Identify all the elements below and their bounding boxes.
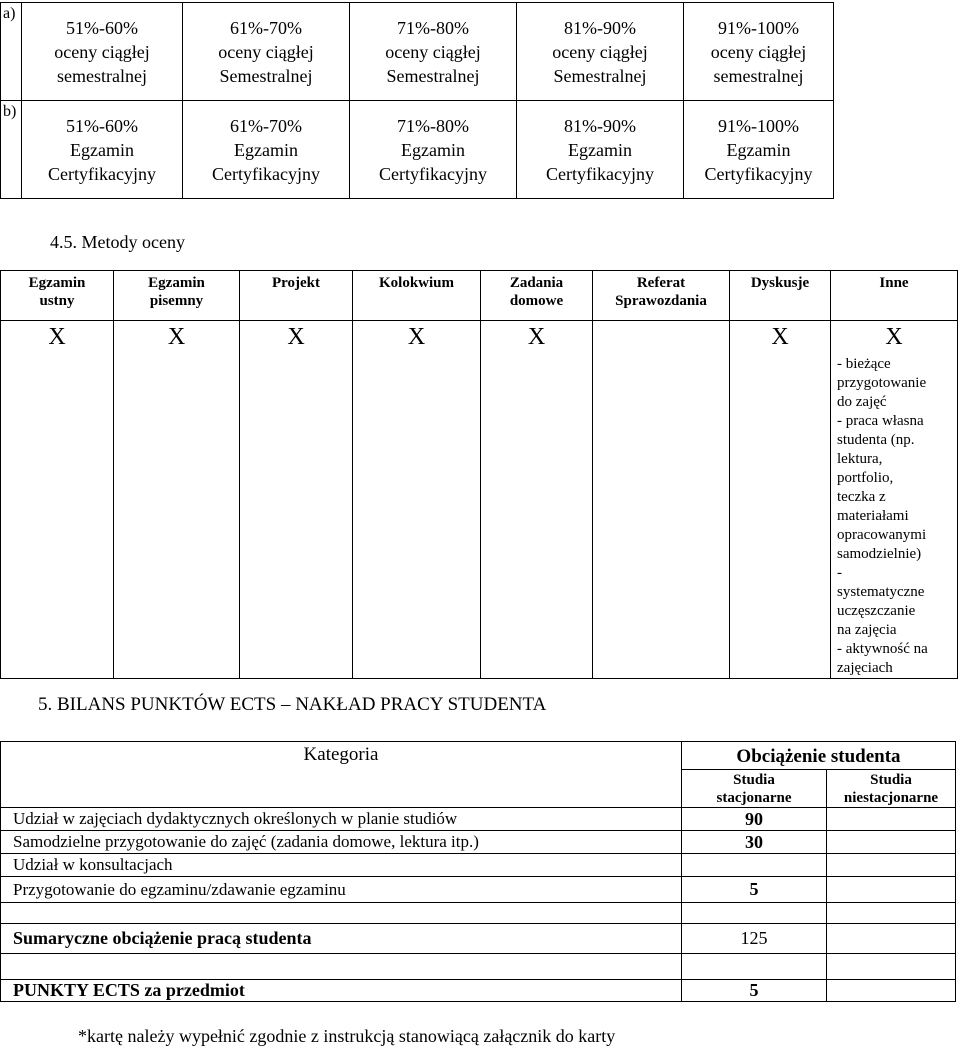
workload-value-part-time xyxy=(827,924,956,954)
mark-discussion: X xyxy=(730,321,831,679)
mark-written-exam: X xyxy=(114,321,240,679)
subheader-full-time: Studia stacjonarne xyxy=(682,770,827,808)
ects-workload-table xyxy=(0,741,956,1002)
grade-cell: 71%-80% oceny ciągłej Semestralnej xyxy=(350,3,517,101)
header-project: Projekt xyxy=(240,271,353,321)
header-colloquium: Kolokwium xyxy=(353,271,481,321)
workload-label xyxy=(1,954,682,980)
workload-value-full-time: 5 xyxy=(682,877,827,903)
grade-cell: 71%-80% Egzamin Certyfikacyjny xyxy=(350,101,517,199)
workload-label: Udział w konsultacjach xyxy=(1,854,682,877)
workload-value-full-time xyxy=(682,903,827,924)
header-oral-exam: Egzamin ustny xyxy=(1,271,114,321)
workload-value-part-time xyxy=(827,877,956,903)
workload-total-value: 125 xyxy=(682,924,827,954)
category-header: Kategoria xyxy=(1,742,682,808)
workload-value-part-time xyxy=(827,903,956,924)
workload-value-part-time xyxy=(827,954,956,980)
mark-report xyxy=(593,321,730,679)
grade-cell: 51%-60% oceny ciągłej semestralnej xyxy=(22,3,183,101)
other-methods-note: - bieżące przygotowanie do zajęć - praca własna studenta (np. lektura, portfolio, teczka z materiałami opracowanymi samodzielnie) - systematyczne uczęszczanie na zajęcia - aktywność na zajęciach xyxy=(837,356,928,676)
ects-points-label: PUNKTY ECTS za przedmiot xyxy=(1,980,682,1002)
load-header: Obciążenie studenta xyxy=(682,742,956,770)
workload-label xyxy=(1,903,682,924)
workload-total-label: Sumaryczne obciążenie pracą studenta xyxy=(1,924,682,954)
section-heading-ects: 5. BILANS PUNKTÓW ECTS – NAKŁAD PRACY STUDENTA xyxy=(38,694,547,715)
workload-value-full-time xyxy=(682,854,827,877)
row-label: b) xyxy=(1,101,22,199)
section-heading-methods: 4.5. Metody oceny xyxy=(50,232,185,252)
workload-row-empty xyxy=(1,954,956,980)
ects-points-value: 5 xyxy=(682,980,827,1002)
grade-cell: 61%-70% Egzamin Certyfikacyjny xyxy=(183,101,350,199)
workload-value-part-time xyxy=(827,831,956,854)
grade-cell: 81%-90% Egzamin Certyfikacyjny xyxy=(517,101,684,199)
assessment-methods-table xyxy=(0,270,958,679)
grade-row-b xyxy=(1,101,834,199)
workload-row-ects xyxy=(1,980,956,1002)
workload-row xyxy=(1,808,956,831)
cell-other xyxy=(831,321,958,679)
workload-label: Samodzielne przygotowanie do zajęć (zadania domowe, lektura itp.) xyxy=(1,831,682,854)
methods-header-row xyxy=(1,271,958,321)
header-discussion: Dyskusje xyxy=(730,271,831,321)
grade-row-a xyxy=(1,3,834,101)
workload-row xyxy=(1,877,956,903)
methods-marks-row xyxy=(1,321,958,679)
workload-value-full-time: 30 xyxy=(682,831,827,854)
mark-homework: X xyxy=(481,321,593,679)
workload-value-full-time: 90 xyxy=(682,808,827,831)
mark-other: X xyxy=(885,324,903,350)
workload-label: Przygotowanie do egzaminu/zdawanie egzaminu xyxy=(1,877,682,903)
workload-row-total xyxy=(1,924,956,954)
footnote: *kartę należy wypełnić zgodnie z instrukcją stanowiącą załącznik do karty xyxy=(78,1026,616,1046)
mark-oral-exam: X xyxy=(1,321,114,679)
subheader-part-time: Studia niestacjonarne xyxy=(827,770,956,808)
header-homework: Zadania domowe xyxy=(481,271,593,321)
workload-value-part-time xyxy=(827,980,956,1002)
header-other: Inne xyxy=(831,271,958,321)
row-label: a) xyxy=(1,3,22,101)
workload-row xyxy=(1,854,956,877)
grade-cell: 81%-90% oceny ciągłej Semestralnej xyxy=(517,3,684,101)
grade-cell: 61%-70% oceny ciągłej Semestralnej xyxy=(183,3,350,101)
workload-header-row xyxy=(1,742,956,770)
workload-label: Udział w zajęciach dydaktycznych określonych w planie studiów xyxy=(1,808,682,831)
workload-value-full-time xyxy=(682,954,827,980)
grade-cell: 91%-100% oceny ciągłej semestralnej xyxy=(684,3,834,101)
grade-cell: 51%-60% Egzamin Certyfikacyjny xyxy=(22,101,183,199)
mark-colloquium: X xyxy=(353,321,481,679)
workload-value-part-time xyxy=(827,854,956,877)
workload-row-empty xyxy=(1,903,956,924)
workload-value-part-time xyxy=(827,808,956,831)
grade-cell: 91%-100% Egzamin Certyfikacyjny xyxy=(684,101,834,199)
workload-row xyxy=(1,831,956,854)
header-written-exam: Egzamin pisemny xyxy=(114,271,240,321)
grade-scale-table xyxy=(0,2,834,199)
header-report: Referat Sprawozdania xyxy=(593,271,730,321)
mark-project: X xyxy=(240,321,353,679)
